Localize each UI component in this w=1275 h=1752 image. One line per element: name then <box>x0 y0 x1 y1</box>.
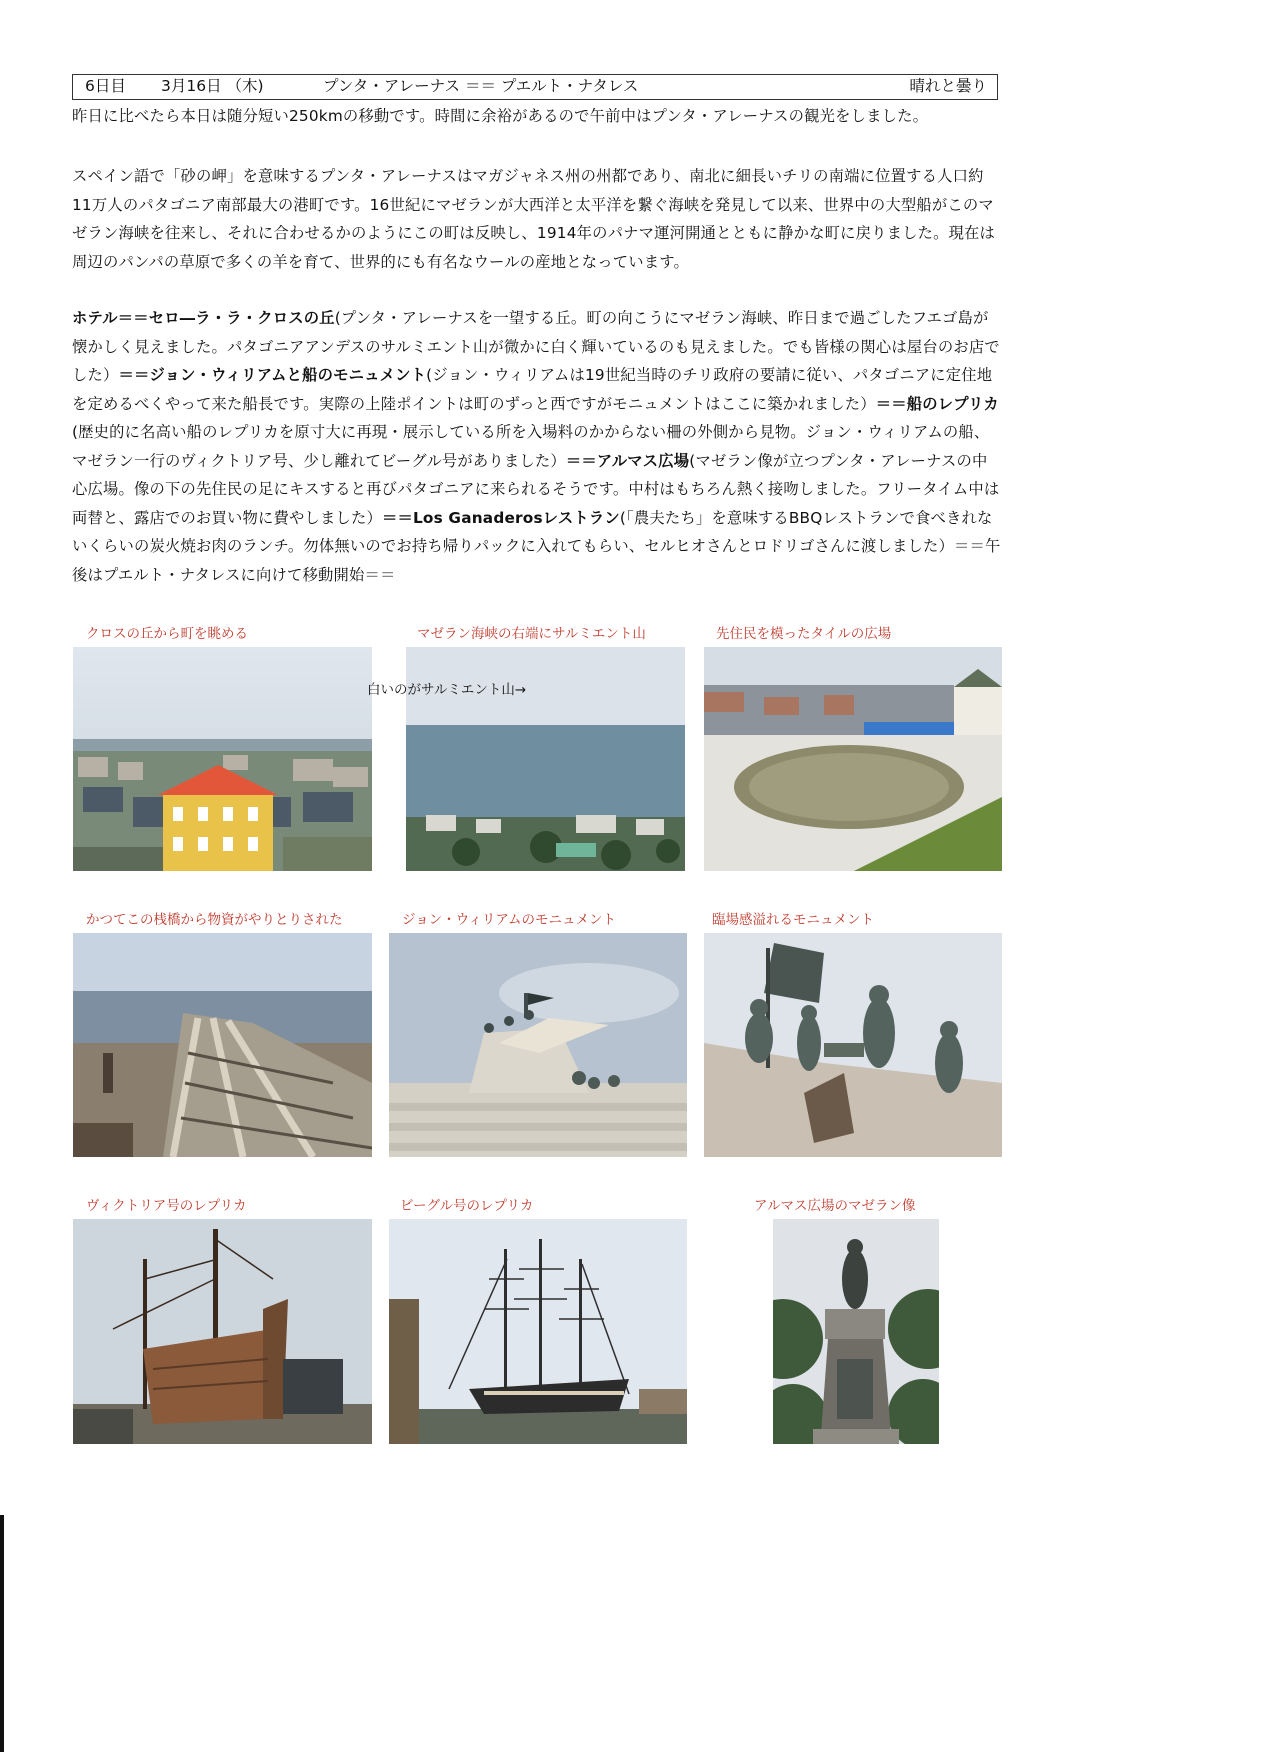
scan-edge <box>0 1515 4 1752</box>
photo-town-view <box>73 647 372 871</box>
photo-old-pier <box>73 933 372 1157</box>
photo-caption: ヴィクトリア号のレプリカ <box>86 1198 247 1214</box>
photo-john-williams-monument <box>389 933 687 1157</box>
photo-caption: 先住民を模ったタイルの広場 <box>716 626 892 642</box>
photo-beagle-replica <box>389 1219 687 1444</box>
itinerary-text: (プンタ・アレーナスを一望する丘。町の向こうにマゼラン海峡、昨日まで過ごしたフエゴ島が懐かしく見えました。パタゴニアアンデスのサルミエント山が微かに白く輝いているのも見えました。でも皆様の関心は屋台のお店でした） <box>72 309 1000 384</box>
itinerary-restaurant: ＝＝Los Ganaderosレストラン <box>381 508 620 527</box>
header-day: 6日目 <box>85 77 126 95</box>
itinerary-text: (ジョン・ウィリアムは19世紀当時のチリ政府の要請に従い、パタゴニアに定住地を定めるべくやって来た船長です。実際の上陸ポイントは町のずっと西ですがモニュメントはここに築かれました） <box>72 366 993 413</box>
photo-caption: 臨場感溢れるモニュメント <box>712 912 874 928</box>
itinerary-monument: ＝＝ジョン・ウィリアムと船のモニュメント <box>118 366 427 384</box>
header-route: プンタ・アレーナス ＝＝ プエルト・ナタレス <box>323 77 639 95</box>
itinerary-ship-replica: ＝＝船のレプリカ <box>875 394 999 413</box>
header-date: 3月16日 （木) <box>161 77 264 95</box>
photo-caption: クロスの丘から町を眺める <box>86 626 248 642</box>
itinerary-text: (歴史的に名高い船のレプリカを原寸大に再現・展示している所を入場料のかからない柵の外側から見物。ジョン・ウィリアムの船、マゼラン一行のヴィクトリア号、少し離れてビーグル号がありました） <box>72 423 990 470</box>
itinerary-text: (「農夫たち」を意味するBBQレストランで食べきれないくらいの炭火焼お肉のランチ。勿体無いのでお持ち帰りパックに入れてもらい、セルヒオさんとロドリゴさんに渡しました）＝＝午後はプエルト・ナタレスに向けて移動開始＝＝ <box>72 508 1001 584</box>
photo-magellan-statue <box>773 1219 939 1444</box>
itinerary-text: (マゼラン像が立つプンタ・アレーナスの中心広場。像の下の先住民の足にキスすると再びパタゴニアに来られるそうです。中村はもちろん熱く接吻しました。フリータイム中は両替と、露店でのお買い物に費やしました） <box>72 451 1000 527</box>
photo-caption: ビーグル号のレプリカ <box>400 1198 534 1214</box>
photo-caption: アルマス広場のマゼラン像 <box>754 1198 916 1214</box>
photo-monument-detail <box>704 933 1002 1157</box>
intro-paragraph: 昨日に比べたら本日は随分短い250kmの移動です。時間に余裕があるので午前中はプンタ・アレーナスの観光をしました。 <box>72 107 929 125</box>
photo-tile-plaza <box>704 647 1002 871</box>
itinerary-armas-plaza: ＝＝アルマス広場 <box>565 451 690 470</box>
sarmiento-label: 白いのがサルミエント山→ <box>367 682 527 698</box>
photo-caption: ジョン・ウィリアムのモニュメント <box>402 912 616 928</box>
itinerary-paragraph <box>72 304 1002 589</box>
history-paragraph: スペイン語で「砂の岬」を意味するプンタ・アレーナスはマガジャネス州の州都であり、南北に細長いチリの南端に位置する人口約11万人のパタゴニア南部最大の港町です。16世紀にマゼランが大西洋と太平洋を繋ぐ海峡を発見して以来、世界中の大型船がこのマゼラン海峡を往来し、それに合わせるかのようにこの町は反映し、1914年のパナマ運河開通とともに静かな町に戻りました。現在は周辺のパンパの草原で多くの羊を育て、世界的にも有名なウールの産地となっています。 <box>72 167 996 271</box>
itinerary-hotel-cross-hill: ホテル＝＝セロ―ラ・ラ・クロスの丘 <box>72 309 335 327</box>
photo-victoria-replica <box>73 1219 372 1444</box>
header-weather: 晴れと曇り <box>909 77 987 95</box>
photo-caption: マゼラン海峡の右端にサルミエント山 <box>417 626 646 642</box>
day-header <box>72 74 998 100</box>
photo-caption: かつてこの桟橋から物資がやりとりされた <box>86 912 343 928</box>
